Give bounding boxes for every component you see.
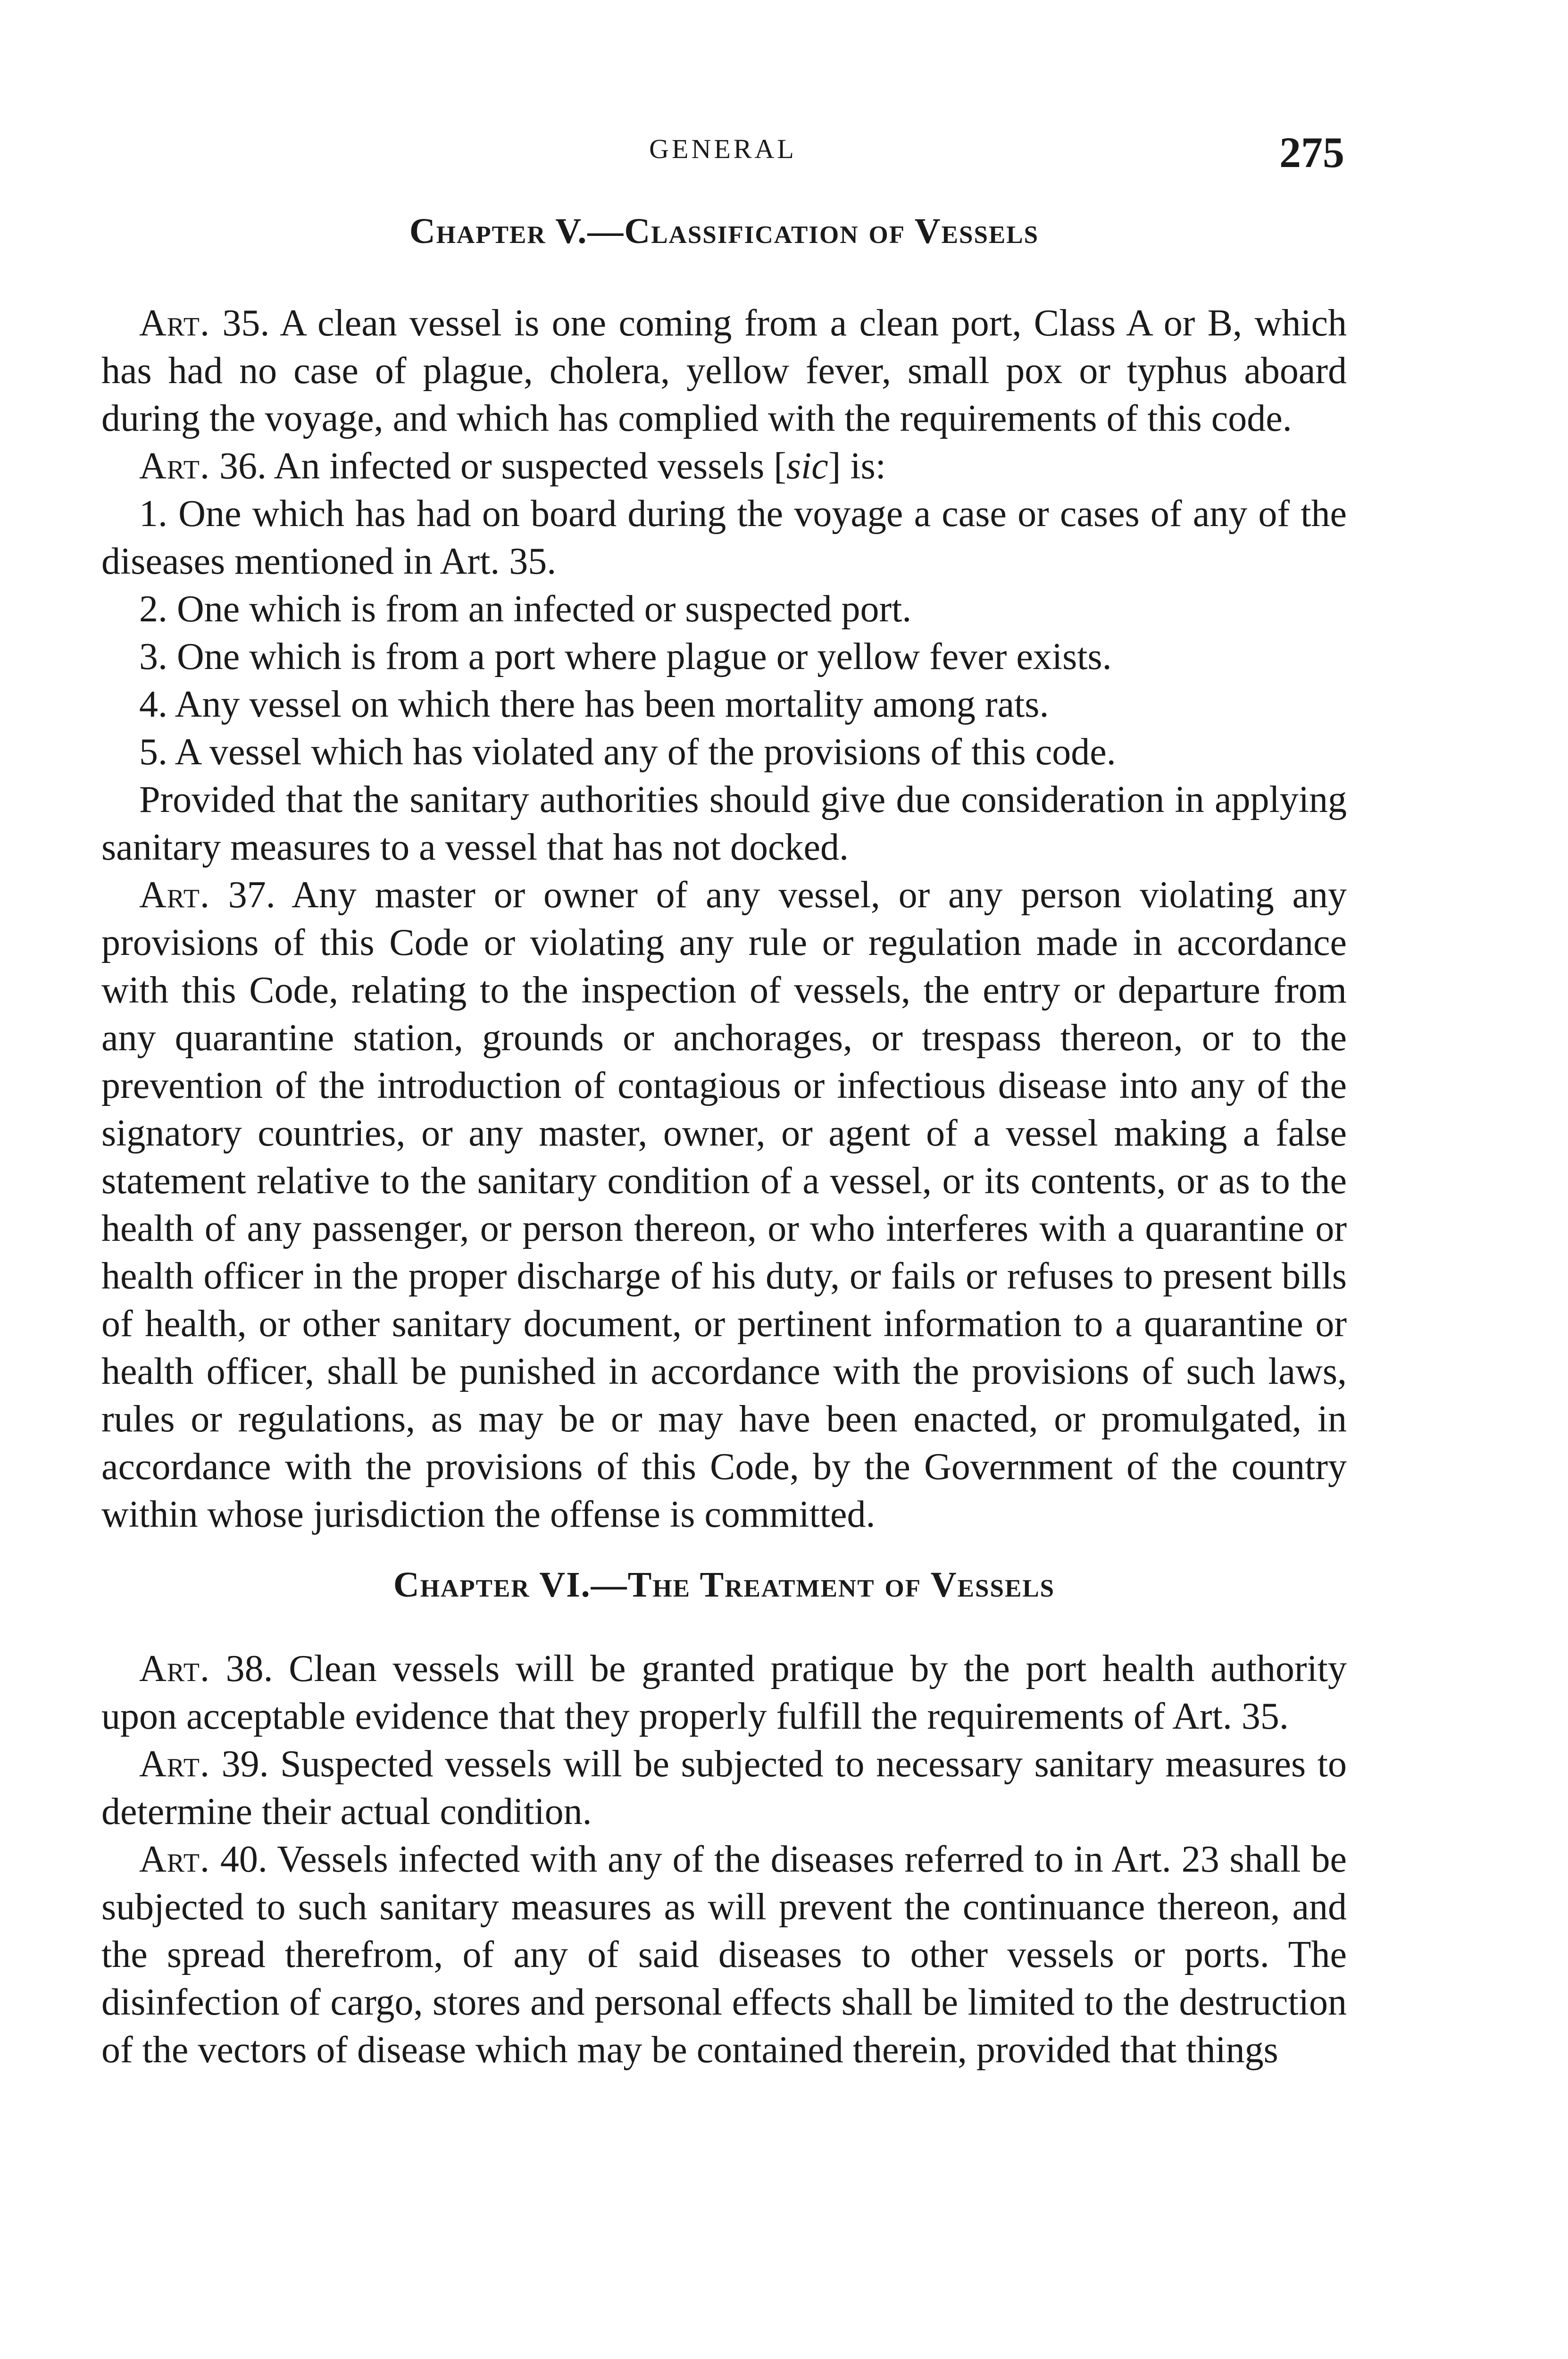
article-39: [101, 1740, 1347, 1836]
article-text-end: ] is:: [828, 445, 886, 487]
page-number: 275: [1279, 128, 1344, 176]
article-36-item-1: 1. One which has had on board during the voyage a case or cases of any of the diseases mentioned in Art. 35.: [101, 493, 1347, 582]
page-body: [101, 208, 1347, 2074]
sic-note: sic: [786, 445, 828, 487]
article-text: 38. Clean vessels will be granted pratique by the port health authority upon acceptable evidence that they properly fulfill the requirements of Art. 35.: [101, 1648, 1347, 1737]
article-label: Art.: [139, 1648, 210, 1690]
article-36-item-3: 3. One which is from a port where plague or yellow fever exists.: [139, 636, 1112, 678]
article-label: Art.: [139, 874, 210, 916]
article-36-item-4: 4. Any vessel on which there has been mortality among rats.: [139, 684, 1049, 725]
article-text: 37. Any master or owner of any vessel, or any person violating any provisions of this Code or violating any rule or regulation made in accordance with this Code, relating to the inspection of vessels, the entry or departure from any quarantine station, grounds or anchorages, or trespass thereon, or to the prevention of the introduction of contagious or infectious disease into any of the signatory countries, or any master, owner, or agent of a vessel making a false statement relative to the sanitary condition of a vessel, or its contents, or as to the health of any passenger, or person thereon, or who interferes with a quarantine or health officer in the proper discharge of his duty, or fails or refuses to present bills of health, or other sanitary document, or pertinent information to a quarantine or health officer, shall be punished in accordance with the provisions of such laws, rules or regulations, as may be or may have been enacted, or promulgated, in accordance with the provisions of this Code, by the Government of the country within whose jurisdiction the offense is committed.: [101, 874, 1347, 1535]
running-header: [101, 127, 1344, 179]
article-text: 35. A clean vessel is one coming from a clean port, Class A or B, which has had no case of plague, cholera, yellow fever, small pox or typhus aboard during the voyage, and which has complied with the requirements of this code.: [101, 302, 1347, 439]
article-label: Art.: [139, 445, 210, 487]
running-title: GENERAL: [649, 134, 797, 164]
article-text: 40. Vessels infected with any of the diseases referred to in Art. 23 shall be subjected to such sanitary measures as will prevent the continuance thereon, and the spread therefrom, of any of said diseases to other vessels or ports. The disinfection of cargo, stores and personal effects shall be limited to the destruction of the vectors of disease which may be contained therein, provided that things: [101, 1839, 1347, 2071]
article-38: [101, 1645, 1347, 1740]
article-35: [101, 300, 1347, 443]
chapter-v-heading: Chapter V.—Classification of Vessels: [409, 211, 1039, 251]
article-label: Art.: [139, 1743, 210, 1785]
article-40: [101, 1836, 1347, 2074]
article-text: 36. An infected or suspected vessels [: [209, 445, 786, 487]
article-text: 39. Suspected vessels will be subjected to necessary sanitary measures to determine their actual condition.: [101, 1743, 1347, 1832]
chapter-vi-heading: Chapter VI.—The Treatment of Vessels: [393, 1565, 1055, 1605]
article-36-item-5: 5. A vessel which has violated any of the provisions of this code.: [139, 731, 1116, 773]
article-36-proviso: Provided that the sanitary authorities should give due consideration in applying sanitary measures to a vessel that has not docked.: [101, 779, 1347, 868]
article-label: Art.: [139, 302, 210, 344]
article-36-item-2: 2. One which is from an infected or suspected port.: [139, 588, 912, 630]
article-37: [101, 871, 1347, 1539]
article-label: Art.: [139, 1839, 210, 1880]
article-36: [101, 443, 1347, 490]
